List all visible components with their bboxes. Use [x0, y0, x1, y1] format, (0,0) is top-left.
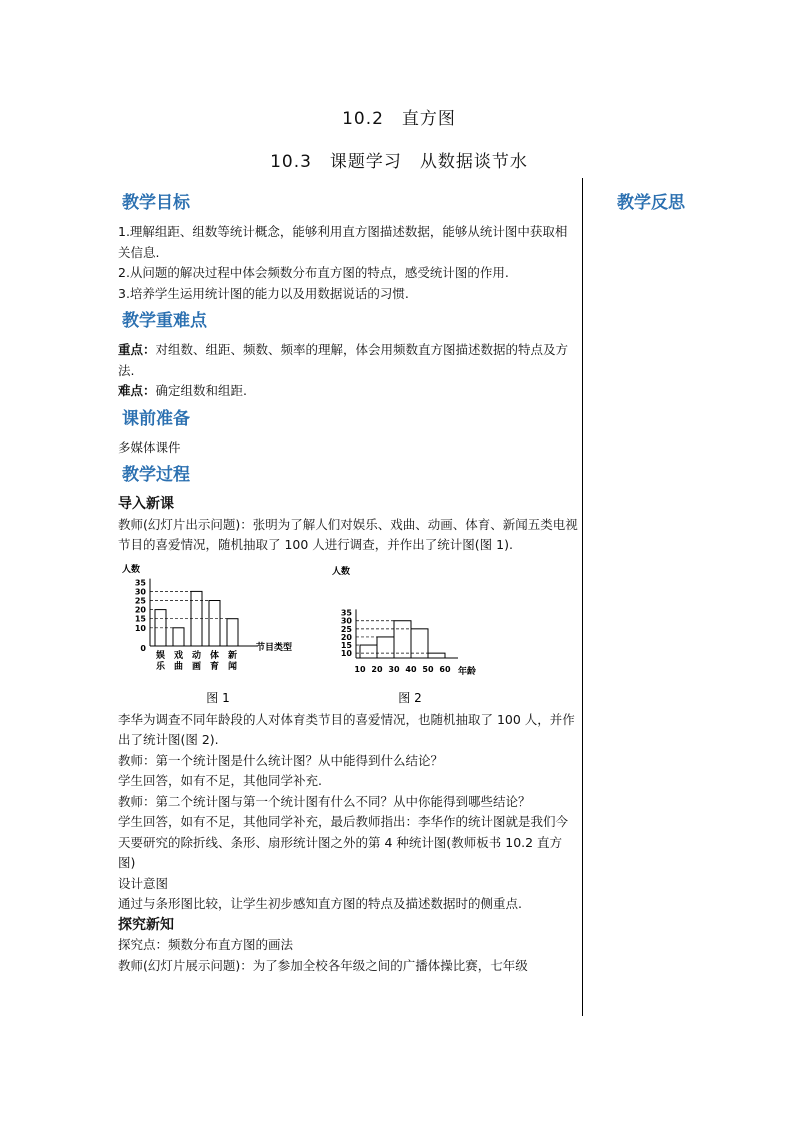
figure-caption: 图 1	[206, 690, 230, 705]
x-tick-label: 体	[209, 650, 220, 661]
histogram-bar	[394, 620, 411, 657]
x-tick-label: 曲	[173, 661, 184, 672]
y-tick-label: 0	[140, 643, 146, 653]
bar	[209, 600, 220, 646]
figure-2-histogram	[328, 560, 508, 710]
bar	[227, 618, 238, 645]
paragraph: 探究点：频数分布直方图的画法	[118, 937, 294, 952]
x-tick-label: 闻	[227, 661, 238, 672]
process-heading: 教学过程	[122, 465, 190, 485]
reflection-heading: 教学反思	[617, 193, 685, 213]
x-tick-label: 戏	[173, 650, 184, 661]
prep-text: 多媒体课件	[118, 439, 181, 455]
y-tick-label: 10	[134, 623, 146, 633]
x-tick-label: 50	[422, 664, 434, 674]
x-tick-label: 20	[371, 664, 383, 674]
y-tick-label: 20	[134, 605, 146, 615]
y-tick-label: 25	[340, 624, 352, 634]
x-tick-label: 新	[227, 650, 238, 661]
bar	[173, 627, 184, 645]
x-axis-label: 节目类型	[256, 642, 293, 653]
paragraph: 教师：第一个统计图是什么统计图？从中能得到什么结论？	[118, 752, 444, 768]
key-point	[118, 340, 578, 381]
difficulty-label: 难点：	[118, 383, 156, 398]
main-content	[118, 186, 578, 976]
goals-heading: 教学目标	[122, 193, 190, 213]
y-tick-label: 35	[134, 577, 146, 587]
y-tick-label: 30	[134, 586, 146, 596]
x-tick-label: 画	[191, 661, 202, 672]
y-tick-label: 15	[340, 640, 352, 650]
title-2: 10.3 课题学习 从数据谈节水	[270, 152, 528, 172]
paragraph: 李华为调查不同年龄段的人对体育类节目的喜爱情况，也随机抽取了 100 人，并作出了统计图(图 2).	[118, 711, 575, 747]
paragraph: 教师：第二个统计图与第一个统计图有什么不同？从中你能得到哪些结论？	[118, 793, 531, 809]
x-tick-label: 60	[439, 664, 451, 674]
intro-heading: 导入新课	[118, 496, 174, 512]
paragraph: 通过与条形图比较，让学生初步感知直方图的特点及描述数据时的侧重点.	[118, 896, 522, 911]
paragraph: 教师(幻灯片出示问题)：张明为了解人们对娱乐、戏曲、动画、体育、新闻五类电视节目的喜爱情况，随机抽取了 100 人进行调查，并作出了统计图(图 1).	[118, 516, 578, 552]
explore-heading: 探究新知	[118, 916, 174, 933]
histogram-bar	[428, 653, 445, 658]
histogram-bar	[360, 645, 377, 658]
goal-item: 3.培养学生运用统计图的能力以及用数据说话的习惯.	[118, 285, 409, 301]
goal-item: 2.从问题的解决过程中体会频数分布直方图的特点，感受统计图的作用.	[118, 265, 509, 280]
x-axis-label: 年龄	[458, 666, 477, 677]
x-tick-label: 乐	[155, 661, 166, 672]
paragraph: 教师(幻灯片展示问题)：为了参加全校各年级之间的广播体操比赛，七年级	[118, 957, 528, 973]
y-tick-label: 35	[340, 608, 352, 618]
x-tick-label: 娱	[155, 650, 166, 661]
column-divider	[582, 178, 583, 1016]
x-tick-label: 10	[354, 664, 366, 674]
paragraph: 学生回答，如有不足，其他同学补充.	[118, 773, 322, 788]
paragraph: 学生回答，如有不足，其他同学补充，最后教师指出：李华作的统计图就是我们今天要研究的除折线、条形、扇形统计图之外的第 4 种统计图(教师板书 10.2 直方图)	[118, 814, 569, 870]
key-text: 对组数、组距、频数、频率的理解，体会用频数直方图描述数据的特点及方法.	[118, 342, 569, 378]
figure-1-bar-chart	[118, 560, 318, 710]
difficulty-point	[118, 381, 578, 402]
histogram-bar	[377, 636, 394, 657]
key-heading: 教学重难点	[122, 311, 207, 331]
x-tick-label: 育	[209, 661, 220, 672]
y-axis-label: 人数	[332, 566, 351, 577]
key-label: 重点：	[118, 342, 156, 357]
y-axis-label: 人数	[122, 564, 141, 575]
y-tick-label: 30	[340, 616, 352, 626]
prep-heading: 课前准备	[122, 408, 190, 429]
x-tick-label: 动	[191, 650, 202, 661]
x-tick-label: 40	[405, 664, 417, 674]
y-tick-label: 15	[134, 614, 146, 624]
goal-item: 1.理解组距、组数等统计概念，能够利用直方图描述数据，能够从统计图中获取相关信息.	[118, 224, 568, 260]
charts-area	[118, 560, 578, 710]
difficulty-text: 确定组数和组距.	[155, 383, 247, 398]
y-tick-label: 10	[340, 648, 352, 658]
histogram-bar	[411, 628, 428, 657]
y-tick-label: 20	[340, 632, 352, 642]
x-tick-label: 30	[388, 664, 400, 674]
title-1: 10.2 直方图	[342, 109, 456, 129]
design-heading: 设计意图	[118, 875, 169, 891]
figure-caption: 图 2	[398, 690, 422, 705]
y-tick-label: 25	[134, 596, 146, 605]
